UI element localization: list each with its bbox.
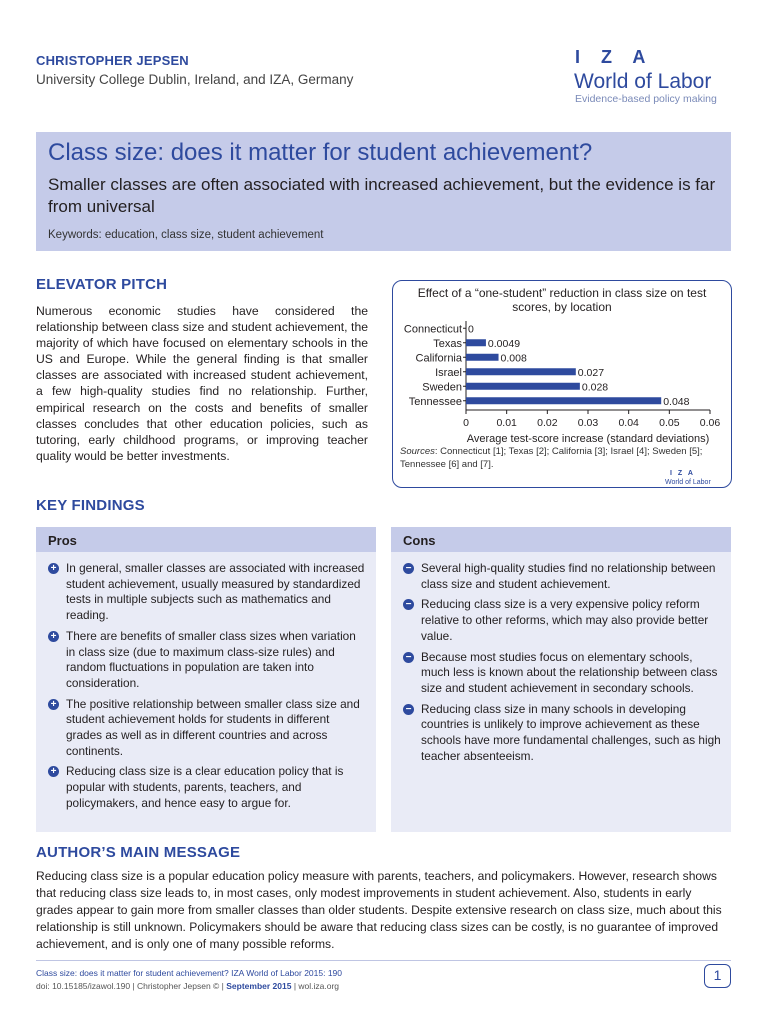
bar	[466, 397, 661, 404]
cons-list	[403, 561, 723, 769]
category-label: California	[415, 352, 462, 365]
pros-panel	[36, 527, 376, 832]
x-tick-label: 0.04	[618, 417, 639, 429]
chart-sources-label: Sources	[400, 446, 435, 457]
bar-chart	[392, 318, 732, 446]
pros-item	[48, 561, 368, 624]
x-tick-label: 0	[463, 417, 469, 429]
data-label: 0.028	[581, 381, 609, 394]
cons-item-text: Reducing class size is a very expensive policy reform relative to other reforms, which may also provide better value.	[421, 597, 709, 643]
plus-circle-icon: +	[48, 563, 59, 574]
pros-item-text: In general, smaller classes are associated with increased student achievement, usually measured by standardized tests in multiple subjects such as mathematics and reading.	[66, 561, 365, 623]
keywords: Keywords: education, class size, student achievement	[48, 229, 324, 241]
pros-header: Pros	[36, 527, 376, 552]
pros-item-text: The positive relationship between smaller class size and student achievement holds for students in different grades as well as in different countries and across continents.	[66, 696, 360, 758]
pros-item	[48, 764, 368, 811]
author-affiliation: University College Dublin, Ireland, and IZA, Germany	[36, 72, 354, 87]
minus-circle-icon: −	[403, 599, 414, 610]
footer-doi-text: doi: 10.15185/izawol.190 | Christopher Jepsen © |	[36, 981, 227, 991]
key-findings-heading: KEY FINDINGS	[36, 497, 145, 514]
x-tick-label: 0.01	[496, 417, 517, 429]
cons-item-text: Because most studies focus on elementary schools, much less is known about the relationship between class size and student achievement in secondary schools.	[421, 649, 718, 695]
footer-citation: Class size: does it matter for student achievement? IZA World of Labor 2015: 190	[36, 968, 343, 978]
cons-item	[403, 597, 723, 644]
cons-item	[403, 561, 723, 592]
iza-logo-tagline: Evidence-based policy making	[575, 93, 717, 105]
chart-sources	[400, 446, 725, 471]
data-label: 0.0049	[487, 337, 521, 350]
category-label: Sweden	[422, 381, 462, 394]
cons-item	[403, 702, 723, 765]
plus-circle-icon: +	[48, 699, 59, 710]
elevator-pitch-text: Numerous economic studies have considered the relationship between class size and student achievement, the majority of which have focused on elementary schools in the US and Europe. While the general finding is that smaller classes are associated with increased student achievement, a few high-quality studies find no relationship. Further, empirical research on the costs and benefits of smaller classes concludes that other education policies, such as tutoring, early childhood programs, or improving teacher quality would be better investments.	[36, 304, 368, 463]
pros-item-text: Reducing class size is a clear education policy that is popular with students, parents, teachers, and policymakers, and hence easy to argue for.	[66, 764, 344, 810]
chart-sources-text: : Connecticut [1]; Texas [2]; California [3]; Israel [4]; Sweden [5]; Tennessee [6] and [7].	[400, 446, 703, 470]
chart-title: Effect of a “one-student” reduction in class size on test scores, by location	[417, 286, 707, 314]
x-tick-label: 0.02	[537, 417, 558, 429]
cons-item-text: Reducing class size in many schools in developing countries is unlikely to improve achievement as these schools have more fundamental challenges, such as high teacher absenteeism.	[421, 701, 721, 763]
footer-doi	[36, 981, 339, 991]
main-message-heading: AUTHOR’S MAIN MESSAGE	[36, 844, 241, 861]
x-axis-label: Average test-score increase (standard deviations)	[466, 433, 710, 445]
x-tick-label: 0.06	[699, 417, 721, 429]
footer-site: | wol.iza.org	[291, 981, 340, 991]
chart-logo-title: World of Labor	[665, 479, 711, 486]
cons-panel	[391, 527, 731, 832]
category-label: Tennessee	[408, 395, 462, 408]
bar	[466, 368, 576, 375]
page-number: 1	[704, 964, 731, 988]
x-tick-label: 0.03	[577, 417, 599, 429]
pros-item	[48, 629, 368, 692]
minus-circle-icon: −	[403, 652, 414, 663]
data-label: 0.027	[577, 366, 605, 379]
bar	[466, 383, 580, 390]
pros-item	[48, 697, 368, 760]
cons-header: Cons	[391, 527, 731, 552]
author-name: CHRISTOPHER JEPSEN	[36, 53, 189, 68]
iza-logo-mark: I Z A	[575, 47, 654, 67]
pros-list	[48, 561, 368, 817]
category-label: Texas	[433, 337, 462, 350]
pros-item-text: There are benefits of smaller class sizes when variation in class size (due to maximum class-size rules) and random fluctuations in population are taken into consideration.	[66, 628, 356, 690]
footer-date: September 2015	[226, 981, 292, 991]
x-tick-label: 0.05	[659, 417, 680, 429]
data-label: 0.048	[663, 395, 690, 408]
plus-circle-icon: +	[48, 631, 59, 642]
article-title: Class size: does it matter for student achievement?	[48, 139, 593, 166]
article-subtitle: Smaller classes are often associated with increased achievement, but the evidence is far from universal	[48, 175, 716, 216]
plus-circle-icon: +	[48, 766, 59, 777]
cons-item	[403, 650, 723, 697]
category-label: Connecticut	[403, 323, 462, 336]
main-message-text: Reducing class size is a popular education policy measure with parents, teachers, and policymakers. However, research shows that reducing class size leads to, in most cases, only modest improvements in student achievement. Also, students in early grades appear to gain more from smaller classes than older students. Despite extensive research on class size, much about this relationship is still unknown. Policymakers should be aware that reducing class sizes can be costly, is no guarantee of improved achievement, and is only one of many possible reforms.	[36, 869, 722, 951]
bar	[466, 354, 499, 361]
footer-divider	[36, 960, 731, 961]
chart-logo-mark: I Z A	[670, 470, 695, 477]
elevator-pitch-heading: ELEVATOR PITCH	[36, 276, 168, 293]
cons-item-text: Several high-quality studies find no relationship between class size and student achievement.	[421, 561, 716, 591]
data-label: 0.008	[500, 352, 527, 365]
data-label: 0	[468, 323, 474, 336]
minus-circle-icon: −	[403, 563, 414, 574]
bar	[466, 339, 486, 346]
iza-logo-title: World of Labor	[574, 70, 712, 93]
category-label: Israel	[435, 366, 462, 379]
minus-circle-icon: −	[403, 704, 414, 715]
